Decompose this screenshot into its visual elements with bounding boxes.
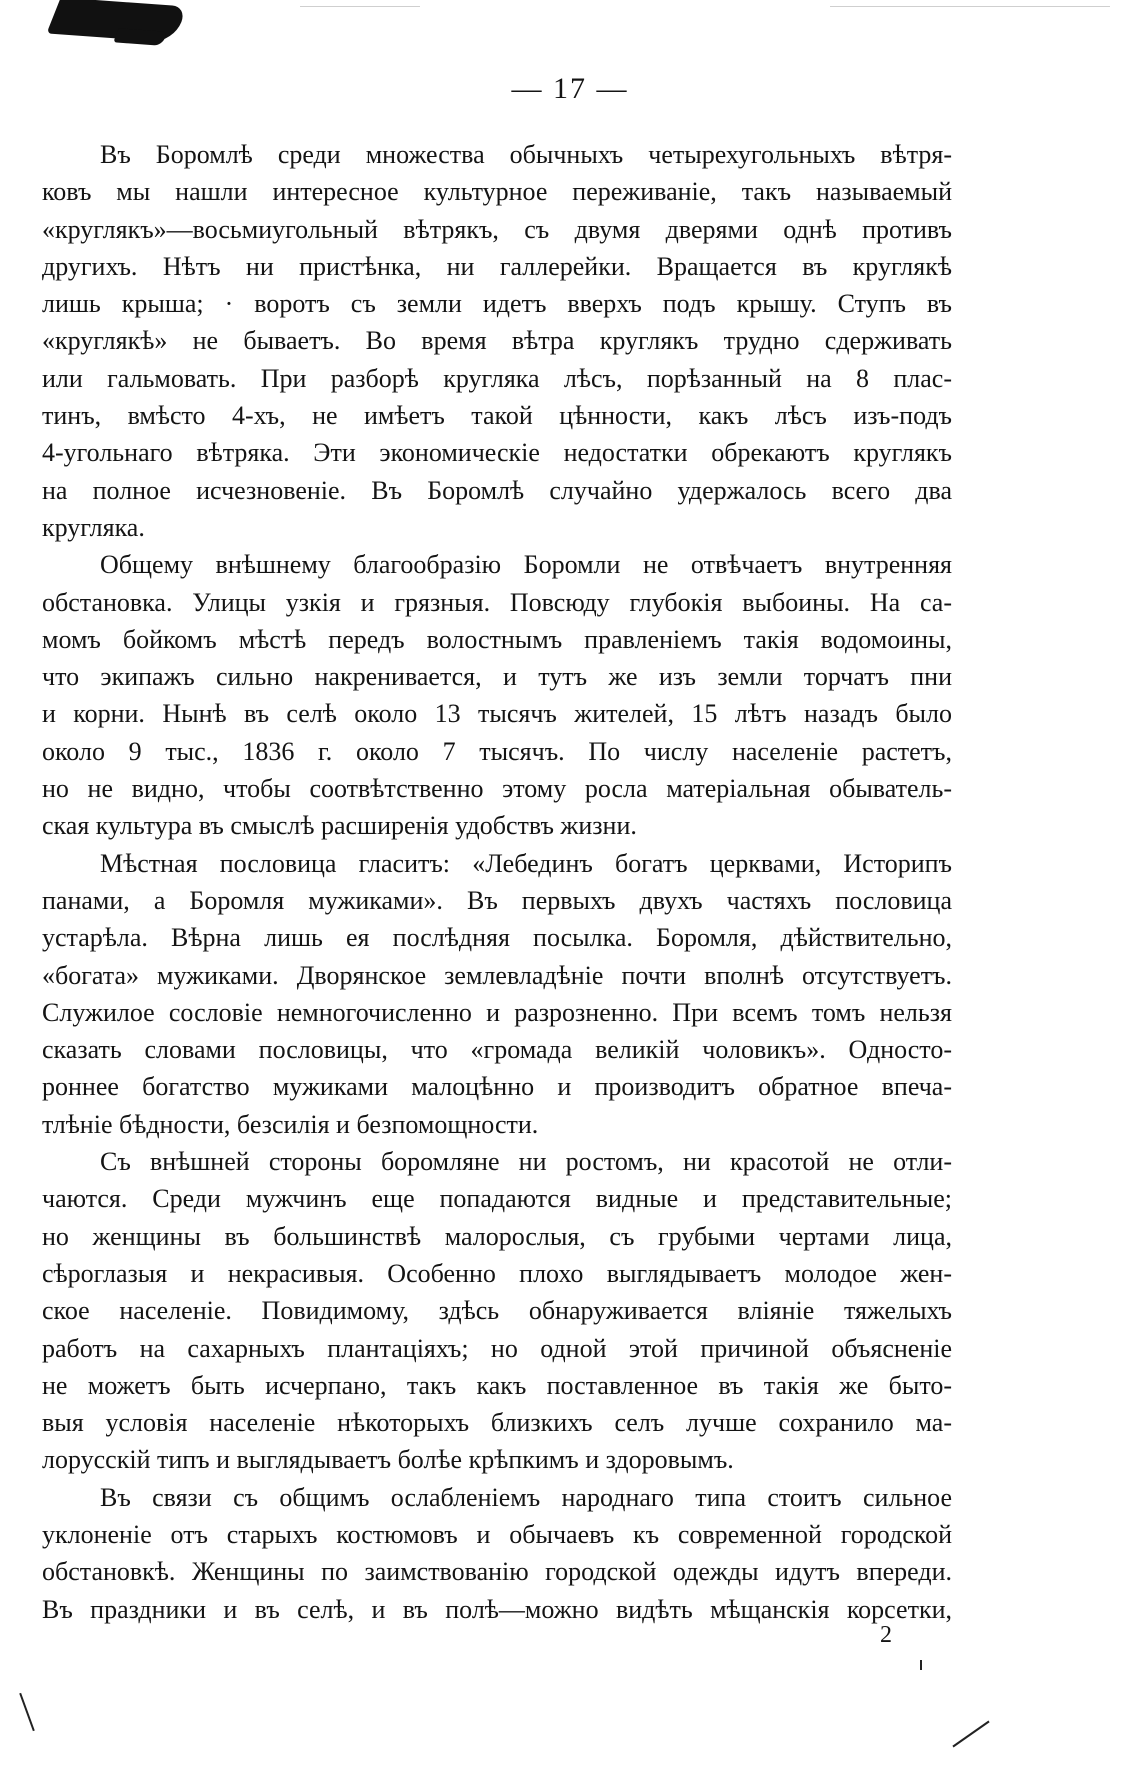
- text-line: Общему внѣшнему благообразію Боромли не отвѣчаетъ внутренняя: [100, 550, 952, 580]
- text-line: лишь крыша; · воротъ съ земли идетъ вверхъ подъ крышу. Ступъ въ: [42, 289, 952, 319]
- text-line: сѣроглазыя и некрасивыя. Особенно плохо выглядываетъ молодое жен-: [42, 1258, 952, 1288]
- text-line: кругляка.: [42, 512, 145, 542]
- stray-pen-mark: [952, 1721, 989, 1748]
- text-line: тинъ, вмѣсто 4-хъ, не имѣетъ такой цѣнности, какъ лѣсъ изъ-подъ: [42, 401, 952, 431]
- text-line: выя условія населеніе нѣкоторыхъ близкихъ селъ лучше сохранило ма-: [42, 1408, 952, 1438]
- text-line: Съ внѣшней стороны боромляне ни ростомъ, ни красотой не отли-: [100, 1147, 952, 1177]
- scan-artifact-line: [300, 6, 420, 7]
- text-line: но женщины въ большинствѣ малорослыя, съ грубыми чертами лица,: [42, 1221, 952, 1251]
- text-line: лорусскій типъ и выглядываетъ болѣе крѣпкимъ и здоровымъ.: [42, 1445, 734, 1475]
- text-line: что экипажъ сильно накренивается, и тутъ же изъ земли торчатъ пни: [42, 662, 952, 692]
- text-line: роннее богатство мужиками малоцѣнно и производитъ обратное впеча-: [42, 1072, 952, 1102]
- text-line: «богата» мужиками. Дворянское землевладѣніе почти вполнѣ отсутствуетъ.: [42, 960, 952, 990]
- text-line: сказать словами пословицы, что «громада великій чоловикъ». Односто-: [42, 1035, 952, 1065]
- text-line: или гальмовать. При разборѣ кругляка лѣсъ, порѣзанный на 8 плас-: [42, 363, 952, 393]
- text-line: ская культура въ смыслѣ расширенія удобствъ жизни.: [42, 811, 637, 841]
- page-number: — 17 —: [511, 72, 629, 105]
- text-line: «круглякъ»—восьмиугольный вѣтрякъ, съ двумя дверями однѣ противъ: [42, 214, 952, 244]
- stray-pen-mark: [920, 1660, 922, 1670]
- signature-mark: 2: [880, 1622, 892, 1648]
- text-line: другихъ. Нѣтъ ни пристѣнка, ни галлерейки. Вращается въ круглякѣ: [42, 251, 952, 281]
- text-line: не можетъ быть исчерпано, такъ какъ поставленное въ такія же быто-: [42, 1370, 952, 1400]
- text-line: Въ связи съ общимъ ослабленіемъ народнаго типа стоитъ сильное: [100, 1482, 952, 1512]
- text-line: обстановкѣ. Женщины по заимствованію городской одежды идутъ впереди.: [42, 1557, 952, 1587]
- text-line: ское населеніе. Повидимому, здѣсь обнаруживается вліяніе тяжелыхъ: [42, 1296, 952, 1326]
- text-line: тлѣніе бѣдности, безсилія и безпомощности.: [42, 1109, 539, 1139]
- ink-blot-mark: [47, 0, 188, 42]
- text-line: «круглякѣ» не бываетъ. Во время вѣтра круглякъ трудно сдерживать: [42, 326, 952, 356]
- text-line: Служилое сословіе немногочисленно и разрозненно. При всемъ томъ нельзя: [42, 997, 952, 1027]
- text-line: около 9 тыс., 1836 г. около 7 тысячъ. По числу населеніе растетъ,: [42, 736, 952, 766]
- body-text: [42, 136, 952, 1628]
- scan-artifact-line: [830, 6, 1110, 7]
- text-line: но не видно, чтобы соотвѣтственно этому росла матеріальная обыватель-: [42, 774, 952, 804]
- text-line: устарѣла. Вѣрна лишь ея послѣдняя посылка. Боромля, дѣйствительно,: [42, 923, 952, 953]
- text-line: чаются. Среди мужчинъ еще попадаются видные и представительные;: [42, 1184, 952, 1214]
- text-line: уклоненіе отъ старыхъ костюмовъ и обычаевъ къ современной городской: [42, 1519, 952, 1549]
- text-line: ковъ мы нашли интересное культурное переживаніе, такъ называемый: [42, 177, 952, 207]
- text-line: Мѣстная пословица гласитъ: «Лебединъ богатъ церквами, Историпъ: [100, 848, 952, 878]
- text-line: и корни. Нынѣ въ селѣ около 13 тысячъ жителей, 15 лѣтъ назадъ было: [42, 699, 952, 729]
- text-line: на полное исчезновеніе. Въ Боромлѣ случайно удержалось всего два: [42, 475, 952, 505]
- text-line: работъ на сахарныхъ плантаціяхъ; но одной этой причиной объясненіе: [42, 1333, 952, 1363]
- text-line: 4-угольнаго вѣтряка. Эти экономическіе недостатки обрекаютъ круглякъ: [42, 438, 952, 468]
- text-line: обстановка. Улицы узкія и грязныя. Повсюду глубокія выбоины. На са-: [42, 587, 952, 617]
- text-line: Въ праздники и въ селѣ, и въ полѣ—можно видѣть мѣщанскія корсетки,: [42, 1594, 952, 1624]
- text-line: Въ Боромлѣ среди множества обычныхъ четырехугольныхъ вѣтря-: [100, 140, 952, 169]
- stray-pen-mark: [19, 1693, 35, 1731]
- text-line: момъ бойкомъ мѣстѣ передъ волостнымъ правленіемъ такія водомоины,: [42, 624, 952, 654]
- text-line: панами, а Боромля мужиками». Въ первыхъ двухъ частяхъ пословица: [42, 885, 952, 915]
